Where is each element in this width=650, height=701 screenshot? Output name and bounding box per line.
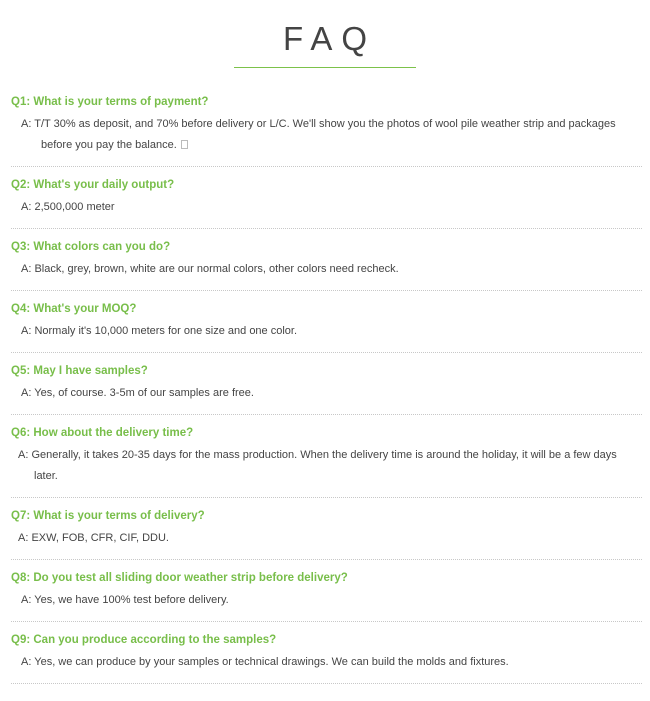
faq-question: Q4: What's your MOQ?	[11, 303, 137, 315]
faq-question: Q1: What is your terms of payment?	[11, 96, 209, 108]
faq-question: Q2: What's your daily output?	[11, 179, 175, 191]
faq-question: Q5: May I have samples?	[11, 365, 148, 377]
title-underline	[234, 67, 416, 68]
faq-item-5	[11, 357, 642, 415]
faq-item-9	[11, 626, 642, 684]
faq-answer: A: 2,500,000 meter	[21, 201, 115, 213]
faq-answer: A: Normaly it's 10,000 meters for one size and one color.	[21, 325, 298, 337]
faq-answer: A: T/T 30% as deposit, and 70% before delivery or L/C. We'll show you the photos of wool pile weather strip and packages before you pay the balance.	[21, 118, 616, 151]
missing-glyph-icon	[181, 140, 188, 149]
faq-item-8	[11, 564, 642, 622]
faq-item-3	[11, 233, 642, 291]
faq-answer: A: Generally, it takes 20-35 days for the mass production. When the delivery time is around the holiday, it will be a few days later.	[18, 449, 617, 482]
faq-header	[0, 0, 650, 75]
faq-answer: A: Yes, we can produce by your samples or technical drawings. We can build the molds and fixtures.	[21, 656, 509, 668]
faq-item-6	[11, 419, 642, 498]
faq-answer: A: Yes, we have 100% test before delivery.	[21, 594, 229, 606]
faq-question: Q9: Can you produce according to the samples?	[11, 634, 277, 646]
faq-question: Q3: What colors can you do?	[11, 241, 171, 253]
page-title: FAQ	[282, 20, 377, 57]
faq-answer-container	[11, 114, 642, 156]
faq-question: Q6: How about the delivery time?	[11, 427, 194, 439]
faq-question: Q7: What is your terms of delivery?	[11, 510, 205, 522]
faq-answer: A: Black, grey, brown, white are our normal colors, other colors need recheck.	[21, 263, 399, 275]
faq-answer: A: EXW, FOB, CFR, CIF, DDU.	[18, 532, 169, 544]
faq-item-2	[11, 171, 642, 229]
faq-item-4	[11, 295, 642, 353]
faq-item-1	[11, 88, 642, 167]
faq-answer: A: Yes, of course. 3-5m of our samples are free.	[21, 387, 254, 399]
faq-question: Q8: Do you test all sliding door weather strip before delivery?	[11, 572, 348, 584]
faq-item-7	[11, 502, 642, 560]
faq-list	[11, 88, 642, 688]
